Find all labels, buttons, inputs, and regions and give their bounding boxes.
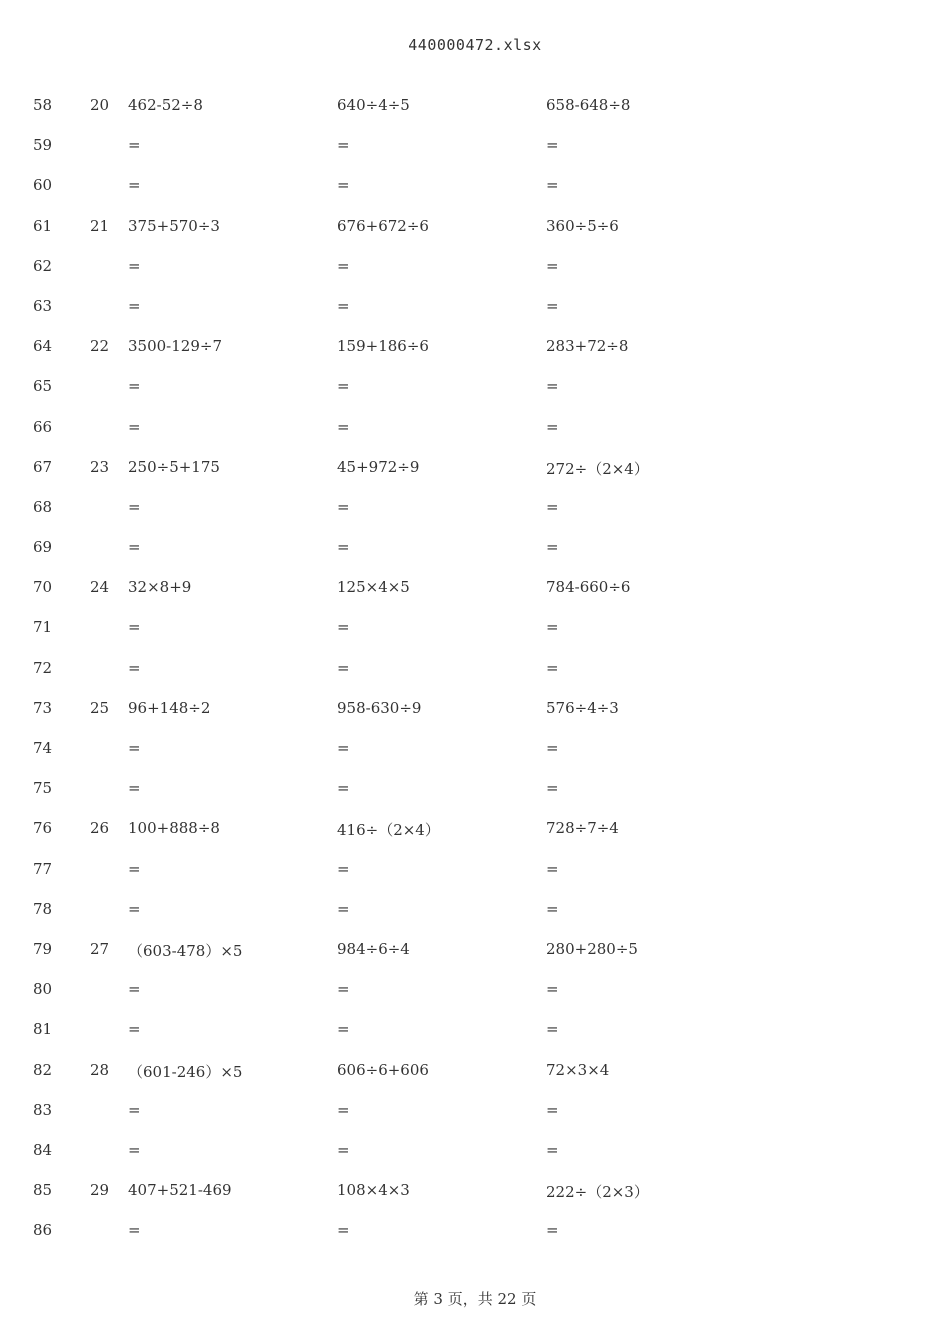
expression-col-3: =: [546, 538, 559, 557]
expression-col-1: 3500-129÷7: [128, 337, 222, 356]
table-row: [0, 1012, 950, 1052]
expression-col-2: =: [337, 618, 350, 637]
expression-col-3: =: [546, 497, 559, 516]
expression-col-3: 360÷5÷6: [546, 216, 619, 235]
expression-col-2: =: [337, 1221, 350, 1240]
question-number: 21: [90, 216, 110, 235]
expression-col-2: 108×4×3: [337, 1181, 410, 1200]
expression-col-3: 576÷4÷3: [546, 698, 619, 717]
table-row: [0, 450, 950, 490]
table-row: [0, 691, 950, 731]
row-number: 72: [33, 658, 53, 677]
expression-col-3: 272÷（2×4）: [546, 459, 649, 478]
document-title: 440000472.xlsx: [408, 36, 542, 54]
expression-col-1: （601-246）×5: [128, 1062, 243, 1081]
page-number: 第 3 页，共 22 页: [413, 1290, 537, 1308]
expression-col-1: =: [128, 980, 141, 999]
row-number: 66: [33, 417, 53, 436]
expression-col-3: =: [546, 980, 559, 999]
expression-col-1: =: [128, 296, 141, 315]
expression-col-1: 32×8+9: [128, 578, 192, 597]
question-number: 28: [90, 1060, 110, 1079]
expression-col-1: =: [128, 176, 141, 195]
expression-col-2: =: [337, 538, 350, 557]
expression-col-3: =: [546, 1020, 559, 1039]
expression-col-1: 250÷5+175: [128, 457, 220, 476]
expression-col-2: =: [337, 859, 350, 878]
table-row: [0, 1053, 950, 1093]
table-row: [0, 168, 950, 208]
expression-col-3: =: [546, 859, 559, 878]
question-number: 27: [90, 939, 110, 958]
row-number: 82: [33, 1060, 53, 1079]
expression-col-1: =: [128, 136, 141, 155]
expression-col-2: 958-630÷9: [337, 698, 422, 717]
expression-col-3: 72×3×4: [546, 1060, 610, 1079]
expression-col-2: =: [337, 136, 350, 155]
expression-col-3: 784-660÷6: [546, 578, 631, 597]
table-row: [0, 811, 950, 851]
expression-col-1: 407+521-469: [128, 1181, 232, 1200]
expression-col-2: =: [337, 980, 350, 999]
expression-col-2: =: [337, 739, 350, 757]
expression-col-1: 96+148÷2: [128, 698, 211, 717]
expression-col-3: =: [546, 377, 559, 396]
expression-col-3: 222÷（2×3）: [546, 1183, 649, 1202]
expression-col-2: 676+672÷6: [337, 216, 429, 235]
expression-col-2: =: [337, 658, 350, 677]
table-row: [0, 209, 950, 249]
row-number: 83: [33, 1100, 53, 1119]
expression-col-1: 462-52÷8: [128, 96, 203, 114]
table-row: [0, 1213, 950, 1253]
expression-col-3: =: [546, 658, 559, 677]
expression-col-1: =: [128, 1140, 141, 1159]
table-row: [0, 88, 950, 128]
expression-col-3: 658-648÷8: [546, 96, 631, 114]
expression-col-1: =: [128, 779, 141, 798]
expression-col-3: =: [546, 1140, 559, 1159]
expression-col-2: 640÷4÷5: [337, 96, 410, 114]
row-number: 74: [33, 739, 53, 757]
expression-col-3: =: [546, 618, 559, 637]
expression-col-2: 416÷（2×4）: [337, 821, 440, 840]
expression-col-3: 728÷7÷4: [546, 819, 619, 838]
row-number: 76: [33, 819, 53, 838]
expression-col-2: 159+186÷6: [337, 337, 429, 356]
row-number: 81: [33, 1020, 53, 1039]
expression-col-2: =: [337, 296, 350, 315]
expression-col-1: =: [128, 658, 141, 677]
table-row: [0, 852, 950, 892]
expression-col-1: =: [128, 899, 141, 918]
table-row: [0, 570, 950, 610]
expression-col-2: =: [337, 899, 350, 918]
row-number: 60: [33, 176, 53, 195]
expression-col-2: =: [337, 417, 350, 436]
table-row: [0, 610, 950, 650]
expression-col-3: =: [546, 417, 559, 436]
question-number: 20: [90, 96, 110, 114]
expression-col-1: =: [128, 417, 141, 436]
table-row: [0, 1093, 950, 1133]
expression-col-1: =: [128, 1100, 141, 1119]
expression-col-1: =: [128, 377, 141, 396]
expression-col-1: =: [128, 538, 141, 557]
expression-col-3: 283+72÷8: [546, 337, 629, 356]
row-number: 64: [33, 337, 53, 356]
table-row: [0, 530, 950, 570]
expression-col-3: =: [546, 899, 559, 918]
expression-col-1: =: [128, 618, 141, 637]
expression-col-1: 100+888÷8: [128, 819, 220, 838]
expression-col-3: =: [546, 779, 559, 798]
expression-col-2: =: [337, 497, 350, 516]
expression-col-3: =: [546, 176, 559, 195]
table-row: [0, 731, 950, 771]
expression-col-3: =: [546, 739, 559, 757]
row-number: 75: [33, 779, 53, 798]
question-number: 22: [90, 337, 110, 356]
expression-col-2: =: [337, 377, 350, 396]
table-row: [0, 410, 950, 450]
expression-col-3: =: [546, 1221, 559, 1240]
question-number: 23: [90, 457, 110, 476]
expression-col-2: 45+972÷9: [337, 457, 420, 476]
expression-col-2: =: [337, 1100, 350, 1119]
expression-col-2: =: [337, 779, 350, 798]
question-number: 29: [90, 1181, 110, 1200]
table-row: [0, 932, 950, 972]
row-number: 63: [33, 296, 53, 315]
expression-col-1: =: [128, 1020, 141, 1039]
row-number: 78: [33, 899, 53, 918]
row-number: 59: [33, 136, 53, 155]
expression-col-2: =: [337, 176, 350, 195]
expression-col-1: （603-478）×5: [128, 941, 243, 960]
expression-col-3: =: [546, 136, 559, 155]
expression-col-1: =: [128, 497, 141, 516]
expression-col-1: =: [128, 859, 141, 878]
expression-col-3: =: [546, 296, 559, 315]
expression-col-2: =: [337, 256, 350, 275]
row-number: 70: [33, 578, 53, 597]
table-row: [0, 1173, 950, 1213]
row-number: 71: [33, 618, 53, 637]
worksheet-rows: [0, 88, 950, 1253]
row-number: 77: [33, 859, 53, 878]
row-number: 84: [33, 1140, 53, 1159]
expression-col-3: 280+280÷5: [546, 939, 638, 958]
expression-col-3: =: [546, 256, 559, 275]
expression-col-2: 125×4×5: [337, 578, 410, 597]
table-row: [0, 369, 950, 409]
expression-col-1: =: [128, 739, 141, 757]
table-row: [0, 249, 950, 289]
expression-col-3: =: [546, 1100, 559, 1119]
row-number: 73: [33, 698, 53, 717]
table-row: [0, 972, 950, 1012]
table-row: [0, 651, 950, 691]
expression-col-2: 984÷6÷4: [337, 939, 410, 958]
table-row: [0, 892, 950, 932]
table-row: [0, 771, 950, 811]
table-row: [0, 289, 950, 329]
row-number: 85: [33, 1181, 53, 1200]
expression-col-1: 375+570÷3: [128, 216, 220, 235]
row-number: 69: [33, 538, 53, 557]
row-number: 58: [33, 96, 53, 114]
expression-col-2: =: [337, 1140, 350, 1159]
row-number: 61: [33, 216, 53, 235]
table-row: [0, 490, 950, 530]
row-number: 62: [33, 256, 53, 275]
row-number: 86: [33, 1221, 53, 1240]
question-number: 25: [90, 698, 110, 717]
question-number: 24: [90, 578, 110, 597]
row-number: 68: [33, 497, 53, 516]
expression-col-2: =: [337, 1020, 350, 1039]
table-row: [0, 128, 950, 168]
expression-col-1: =: [128, 1221, 141, 1240]
row-number: 67: [33, 457, 53, 476]
row-number: 80: [33, 980, 53, 999]
row-number: 65: [33, 377, 53, 396]
table-row: [0, 1133, 950, 1173]
expression-col-2: 606÷6+606: [337, 1060, 429, 1079]
table-row: [0, 329, 950, 369]
expression-col-1: =: [128, 256, 141, 275]
row-number: 79: [33, 939, 53, 958]
question-number: 26: [90, 819, 110, 838]
